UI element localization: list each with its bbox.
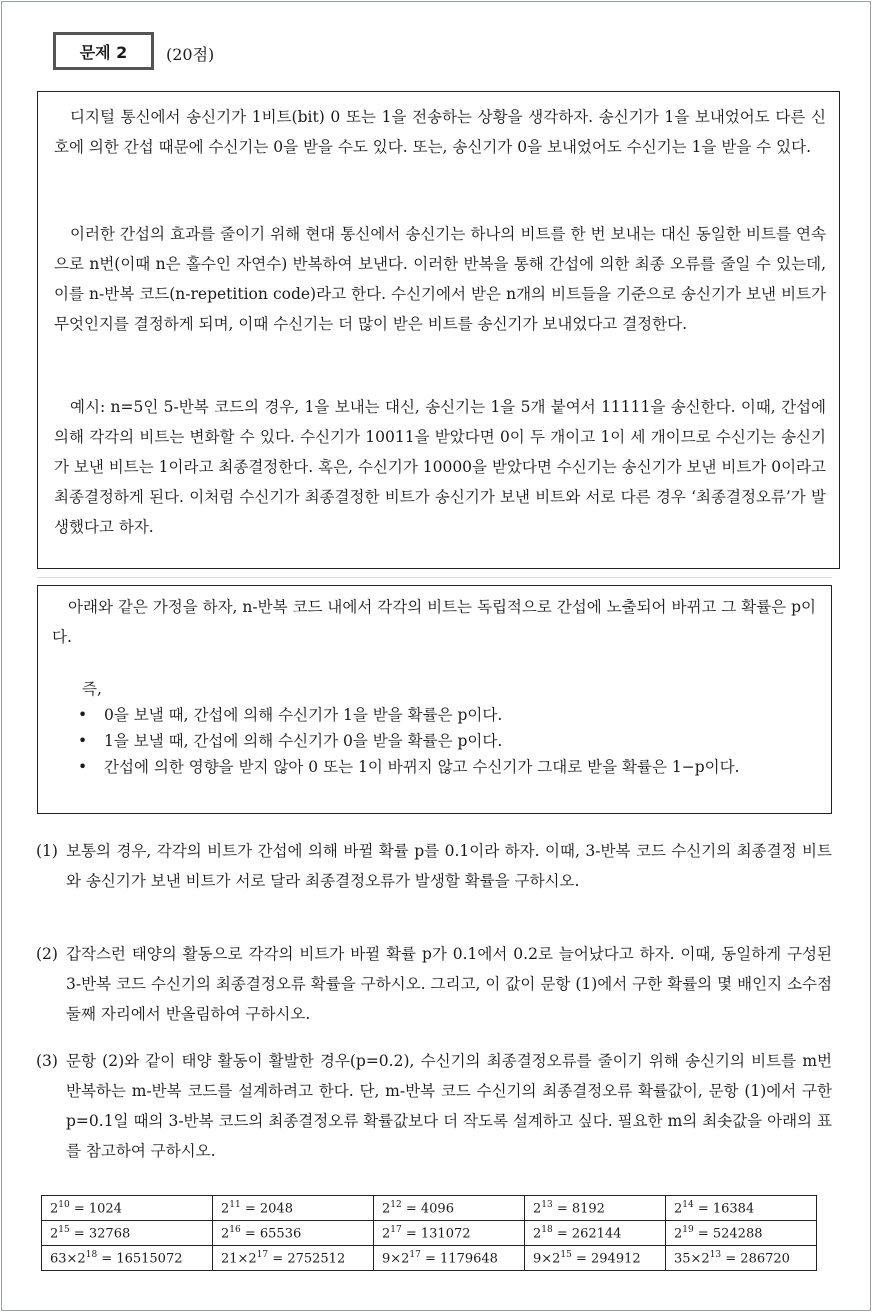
bullet-dot-icon: • <box>78 732 88 750</box>
assumption-paragraph: 아래와 같은 가정을 하자, n-반복 코드 내에서 각각의 비트는 독립적으로 간섭에 노출되어 바뀌고 그 확률은 p이다. <box>52 598 816 646</box>
question-number: (1) <box>36 842 58 860</box>
table-cell: $2^{11} = 2048$ <box>212 1196 373 1221</box>
table-cell: $35\times 2^{13} = 286720$ <box>665 1246 816 1271</box>
table-cell: $2^{15} = 32768$ <box>42 1221 213 1246</box>
bullet-item <box>78 728 818 754</box>
points-label: (20점) <box>166 45 215 64</box>
bullet-item <box>78 754 818 780</box>
table-cell: $9\times 2^{15} = 294912$ <box>524 1246 665 1271</box>
bullet-dot-icon: • <box>78 706 88 724</box>
table-row <box>42 1196 817 1221</box>
bullet-text: 0을 보낼 때, 간섭에 의해 수신기가 1을 받을 확률은 p이다. <box>104 706 503 724</box>
question-3 <box>36 1046 832 1166</box>
bullet-text: 1을 보낼 때, 간섭에 의해 수신기가 0을 받을 확률은 p이다. <box>104 732 503 750</box>
intro-paragraph-2: 이러한 간섭의 효과를 줄이기 위해 현대 통신에서 송신기는 하나의 비트를 한 번 보내는 대신 동일한 비트를 연속으로 n번(이때 n은 홀수인 자연수) 반복하여 보낸다. 이러한 반복을 통해 간섭에 의한 최종 오류를 줄일 수 있는데, 이를 n-반복 코드(n-repetition code)라고 한다. 수신기에서 받은 n개의 비트들을 기준으로 송신기가 보낸 비트가 무엇인지를 결정하게 되며, 이때 수신기는 더 많이 받은 비트를 송신기가 보내었다고 결정한다. <box>54 225 826 333</box>
question-number: (3) <box>36 1052 58 1070</box>
intro-box <box>37 91 840 569</box>
question-2 <box>36 939 832 1029</box>
question-1 <box>36 836 832 896</box>
bullet-dot-icon: • <box>78 758 88 776</box>
section-divider <box>37 577 832 578</box>
table-cell: $2^{10} = 1024$ <box>42 1196 213 1221</box>
table-cell: $2^{19} = 524288$ <box>665 1221 816 1246</box>
question-text: 갑작스런 태양의 활동으로 각각의 비트가 바뀔 확률 p가 0.1에서 0.2로 늘어났다고 하자. 이때, 동일하게 구성된 3-반복 코드 수신기의 최종결정오류 확률을 구하시오. 그리고, 이 값이 문항 (1)에서 구한 확률의 몇 배인지 소수점 둘째 자리에서 반올림하여 구하시오. <box>66 945 832 1023</box>
bullet-text: 간섭에 의한 영향을 받지 않아 0 또는 1이 바뀌지 않고 수신기가 그대로 받을 확률은 1−p이다. <box>104 758 740 776</box>
table-cell: $2^{17} = 131072$ <box>373 1221 524 1246</box>
table-cell: $21\times 2^{17} = 2752512$ <box>212 1246 373 1271</box>
table-row <box>42 1221 817 1246</box>
question-text: 보통의 경우, 각각의 비트가 간섭에 의해 바뀔 확률 p를 0.1이라 하자. 이때, 3-반복 코드 수신기의 최종결정 비트와 송신기가 보낸 비트가 서로 달라 최종결정오류가 발생할 확률을 구하시오. <box>66 842 832 890</box>
question-text: 문항 (2)와 같이 태양 활동이 활발한 경우(p=0.2), 수신기의 최종결정오류를 줄이기 위해 송신기의 비트를 m번 반복하는 m-반복 코드를 설계하려고 한다. 단, m-반복 코드 수신기의 최종결정오류 확률값이, 문항 (1)에서 구한 p=0.1일 때의 3-반복 코드의 최종결정오류 확률값보다 더 작도록 설계하고 싶다. 필요한 m의 최솟값을 아래의 표를 참고하여 구하시오. <box>66 1052 832 1160</box>
table-cell: $2^{13} = 8192$ <box>524 1196 665 1221</box>
table-cell: $2^{16} = 65536$ <box>212 1221 373 1246</box>
table-cell: $9\times 2^{17} = 1179648$ <box>373 1246 524 1271</box>
intro-paragraph-1: 디지털 통신에서 송신기가 1비트(bit) 0 또는 1을 전송하는 상황을 생각하자. 송신기가 1을 보내었어도 다른 신호에 의한 간섭 때문에 수신기는 0을 받을 수도 있다. 또는, 송신기가 0을 보내었어도 수신기는 1을 받을 수 있다. <box>54 108 826 156</box>
table-cell: $2^{18} = 262144$ <box>524 1221 665 1246</box>
assumption-box <box>37 585 832 814</box>
table-cell: $2^{12} = 4096$ <box>373 1196 524 1221</box>
table-cell: $63\times 2^{18} = 16515072$ <box>42 1246 213 1271</box>
bullet-item <box>78 702 818 728</box>
assumption-intro: 즉, <box>82 680 102 698</box>
question-number: (2) <box>36 945 58 963</box>
problem-label: 문제 2 <box>53 32 154 70</box>
powers-table <box>41 1195 817 1271</box>
table-cell: $2^{14} = 16384$ <box>665 1196 816 1221</box>
intro-paragraph-3: 예시: n=5인 5-반복 코드의 경우, 1을 보내는 대신, 송신기는 1을 5개 붙여서 11111을 송신한다. 이때, 간섭에 의해 각각의 비트는 변화할 수 있다. 수신기가 10011을 받았다면 0이 두 개이고 1이 세 개이므로 수신기는 송신기가 보낸 비트는 1이라고 최종결정한다. 혹은, 수신기가 10000을 받았다면 수신기는 송신기가 보낸 비트가 0이라고 최종결정하게 된다. 이처럼 수신기가 최종결정한 비트가 송신기가 보낸 비트와 서로 다른 경우 ‘최종결정오류’가 발생했다고 하자. <box>54 398 826 536</box>
table-row <box>42 1246 817 1271</box>
